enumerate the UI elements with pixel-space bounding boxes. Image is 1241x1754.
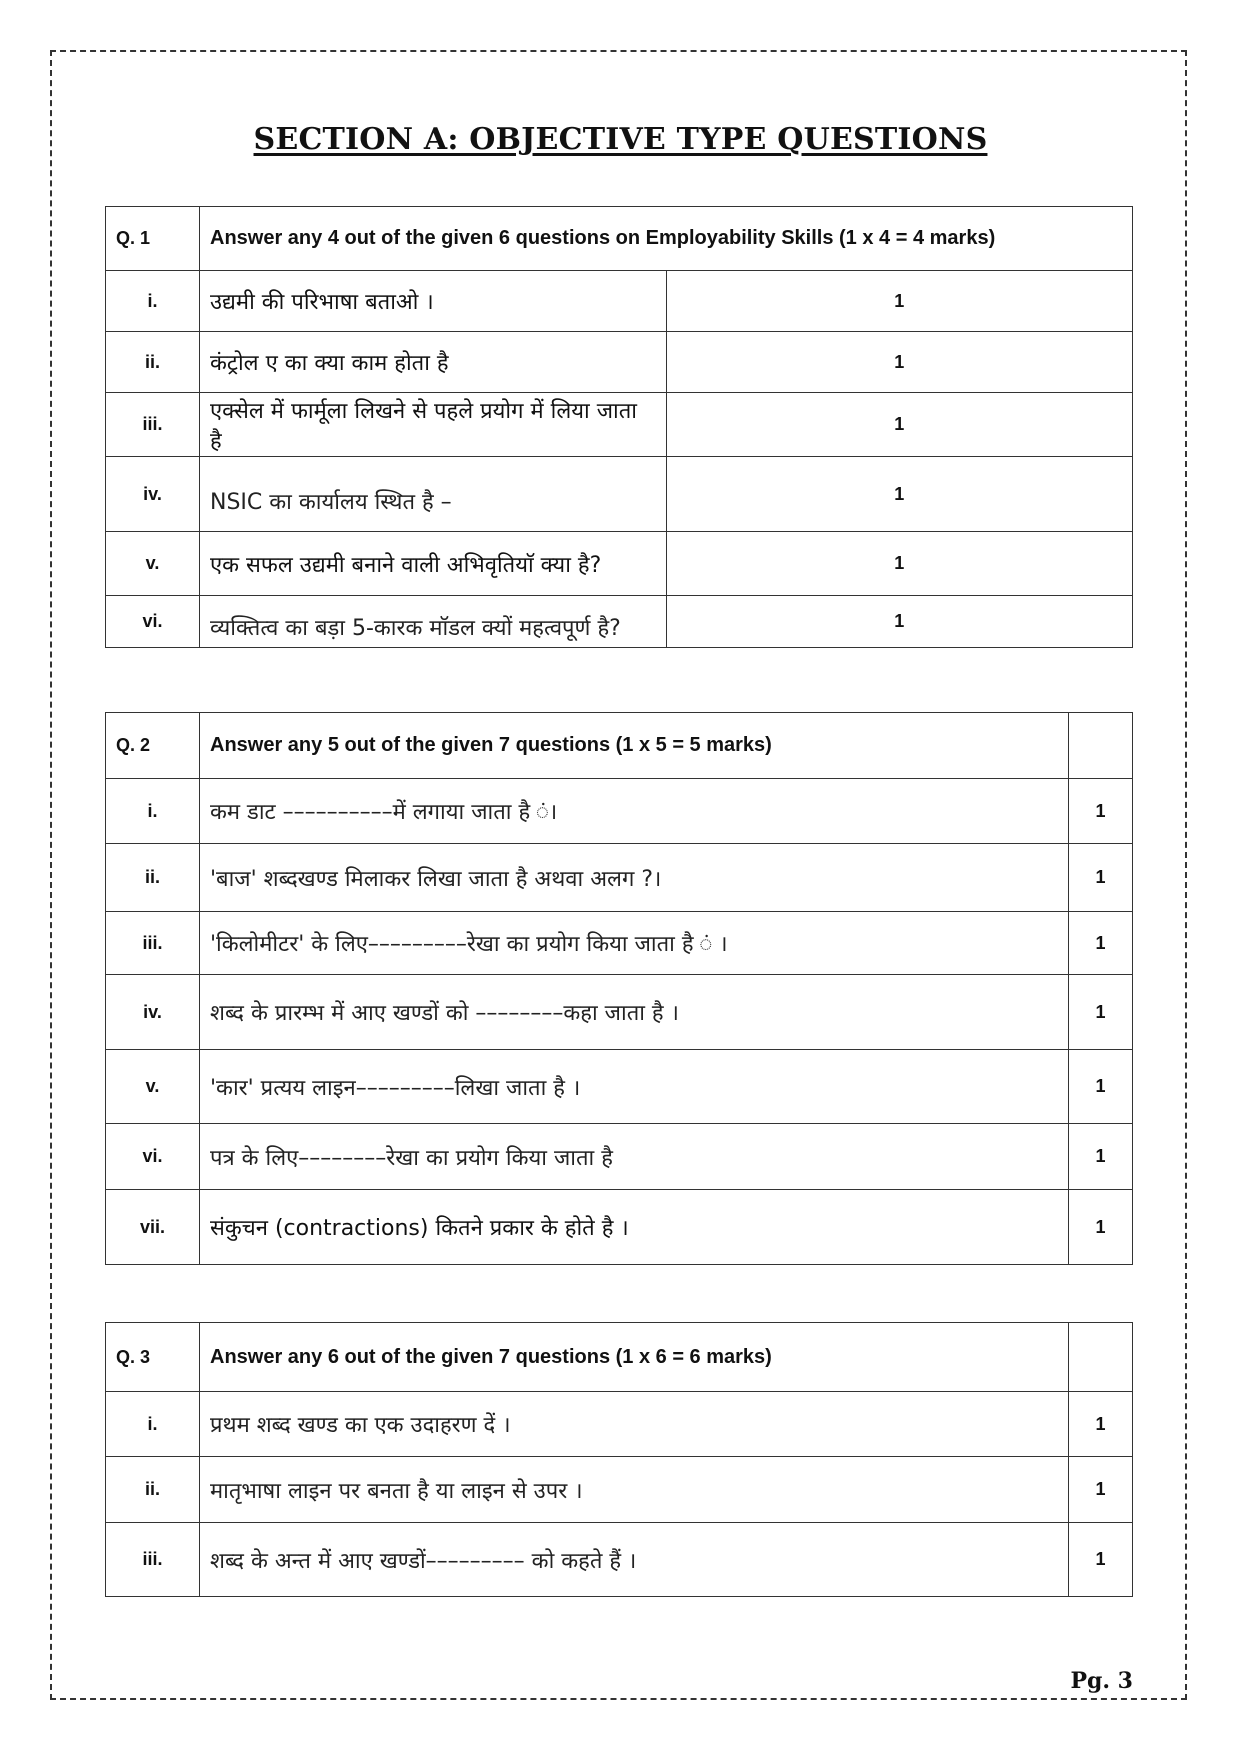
item-text: संकुचन (contractions) कितने प्रकार के होते है । <box>200 1190 1069 1265</box>
question-label: Q. 3 <box>106 1323 200 1392</box>
item-number: iii. <box>106 912 200 975</box>
item-mark: 1 <box>666 457 1133 532</box>
table-row <box>106 457 1133 532</box>
page-number: Pg. 3 <box>1070 1668 1133 1694</box>
table-row <box>106 532 1133 596</box>
item-mark: 1 <box>1069 1392 1133 1457</box>
item-number: ii. <box>106 844 200 912</box>
item-text: शब्द के अन्त में आए खण्डों––––––––– को कहते हैं । <box>200 1523 1069 1597</box>
item-number: iii. <box>106 1523 200 1597</box>
item-text: पत्र के लिए––––––––रेखा का प्रयोग किया जाता है <box>200 1124 1069 1190</box>
section-title: SECTION A: OBJECTIVE TYPE QUESTIONS <box>253 122 988 157</box>
item-text: शब्द के प्रारम्भ में आए खण्डों को ––––––––कहा जाता है । <box>200 975 1069 1050</box>
item-number: i. <box>106 1392 200 1457</box>
table-row <box>106 912 1133 975</box>
table-row <box>106 596 1133 648</box>
item-number: v. <box>106 532 200 596</box>
item-number: iv. <box>106 457 200 532</box>
question-header-row <box>106 713 1133 779</box>
question-header-row <box>106 1323 1133 1392</box>
item-mark: 1 <box>1069 1523 1133 1597</box>
question-instruction: Answer any 5 out of the given 7 questions (1 x 5 = 5 marks) <box>200 713 1069 779</box>
item-number: vii. <box>106 1190 200 1265</box>
item-mark: 1 <box>1069 1124 1133 1190</box>
item-number: i. <box>106 779 200 844</box>
table-row <box>106 271 1133 332</box>
item-mark: 1 <box>1069 1190 1133 1265</box>
item-mark: 1 <box>1069 844 1133 912</box>
item-text: मातृभाषा लाइन पर बनता है या लाइन से उपर । <box>200 1457 1069 1523</box>
table-row <box>106 1050 1133 1124</box>
item-text: कंट्रोल ए का क्या काम होता है <box>200 332 667 393</box>
item-number: vi. <box>106 1124 200 1190</box>
table-row <box>106 1523 1133 1597</box>
item-number: i. <box>106 271 200 332</box>
item-mark: 1 <box>666 332 1133 393</box>
item-mark: 1 <box>1069 1457 1133 1523</box>
item-mark: 1 <box>666 532 1133 596</box>
question-header-row <box>106 207 1133 271</box>
item-text: व्यक्तित्व का बड़ा 5-कारक मॉडल क्यों महत्वपूर्ण है? <box>200 596 667 648</box>
question-label: Q. 2 <box>106 713 200 779</box>
item-number: iii. <box>106 393 200 457</box>
item-text: 'कार' प्रत्यय लाइन–––––––––लिखा जाता है । <box>200 1050 1069 1124</box>
table-row <box>106 332 1133 393</box>
question-label: Q. 1 <box>106 207 200 271</box>
item-text: प्रथम शब्द खण्ड का एक उदाहरण दें । <box>200 1392 1069 1457</box>
item-number: iv. <box>106 975 200 1050</box>
table-row <box>106 975 1133 1050</box>
question-table-q2 <box>105 712 1133 1265</box>
table-row <box>106 779 1133 844</box>
empty-mark-cell <box>1069 713 1133 779</box>
item-mark: 1 <box>1069 912 1133 975</box>
item-text: कम डाट ––––––––––में लगाया जाता है ं। <box>200 779 1069 844</box>
table-row <box>106 1124 1133 1190</box>
item-text: 'किलोमीटर' के लिए–––––––––रेखा का प्रयोग किया जाता है ं । <box>200 912 1069 975</box>
item-number: vi. <box>106 596 200 648</box>
table-row <box>106 1392 1133 1457</box>
item-text: उद्यमी की परिभाषा बताओ । <box>200 271 667 332</box>
item-text: 'बाज' शब्दखण्ड मिलाकर लिखा जाता है अथवा अलग ?। <box>200 844 1069 912</box>
item-text: एक्सेल में फार्मूला लिखने से पहले प्रयोग में लिया जाता है <box>200 393 667 457</box>
table-row <box>106 844 1133 912</box>
item-number: ii. <box>106 332 200 393</box>
table-row <box>106 1457 1133 1523</box>
item-number: ii. <box>106 1457 200 1523</box>
question-table-q3 <box>105 1322 1133 1597</box>
item-text: एक सफल उद्यमी बनाने वाली अभिवृतियाॅ क्या है? <box>200 532 667 596</box>
item-number: v. <box>106 1050 200 1124</box>
item-mark: 1 <box>666 596 1133 648</box>
item-mark: 1 <box>1069 779 1133 844</box>
question-table-q1 <box>105 206 1133 648</box>
item-text: NSIC का कार्यालय स्थित है – <box>200 457 667 532</box>
item-mark: 1 <box>1069 1050 1133 1124</box>
empty-mark-cell <box>1069 1323 1133 1392</box>
question-instruction: Answer any 4 out of the given 6 questions on Employability Skills (1 x 4 = 4 marks) <box>200 207 1133 271</box>
question-instruction: Answer any 6 out of the given 7 questions (1 x 6 = 6 marks) <box>200 1323 1069 1392</box>
item-mark: 1 <box>666 393 1133 457</box>
table-row <box>106 1190 1133 1265</box>
table-row <box>106 393 1133 457</box>
item-mark: 1 <box>1069 975 1133 1050</box>
item-mark: 1 <box>666 271 1133 332</box>
